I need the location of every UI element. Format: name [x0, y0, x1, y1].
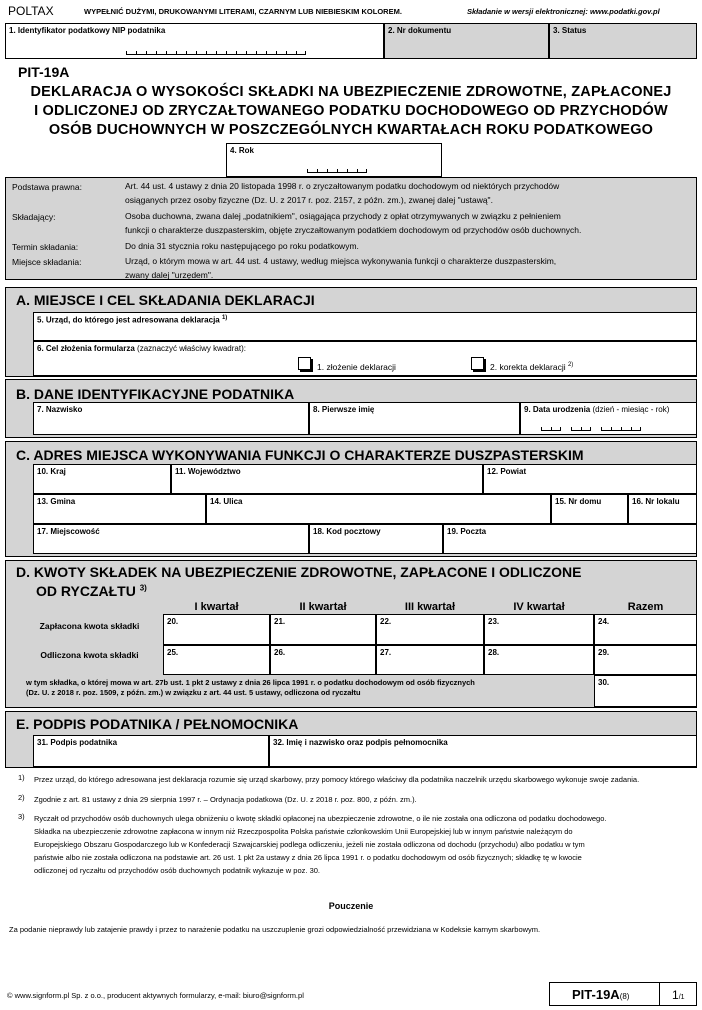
commune-field[interactable] [33, 494, 206, 524]
voivodeship-label: 11. Województwo [175, 467, 241, 476]
place-line2: zwany dalej "urzędem". [125, 270, 214, 280]
section-d-title-line2 [36, 583, 147, 599]
postal-code-field[interactable] [309, 524, 443, 554]
tax-office-footnote-ref: 1) [221, 315, 228, 321]
birth-date-field[interactable] [520, 402, 697, 435]
footnote-3-line3: Europejskiego Obszaru Gospodarczego lub w Konfederacji Szwajcarskiej podlega odliczeniu, jeżeli nie została odliczona od dochodu (przychodu) albo podatku w tym [34, 840, 585, 849]
footer-form-code [572, 987, 629, 1002]
surname-field[interactable] [33, 402, 309, 435]
section-e [5, 711, 697, 768]
county-field[interactable] [483, 464, 697, 494]
tax-office-label [37, 315, 227, 325]
section-a [5, 287, 697, 377]
deducted-row-label: Odliczona kwota składki [40, 650, 139, 660]
post-office-field[interactable] [443, 524, 697, 554]
first-name-field[interactable] [309, 402, 520, 435]
country-label: 10. Kraj [37, 467, 66, 476]
filer-text [125, 209, 687, 237]
document-number-label: 2. Nr dokumentu [388, 26, 452, 35]
legal-basis-line2: osiąganych przez osoby fizyczne (Dz. U. z 2017 r. poz. 2157, z późn. zm.), zwanej dalej "ustawą". [125, 195, 493, 205]
birth-date-hint: (dzień - miesiąc - rok) [592, 405, 670, 414]
field-23-label: 23. [488, 617, 500, 626]
form-code: PIT-19A [18, 64, 70, 80]
quarter3-header: III kwartał [404, 601, 456, 613]
section-c-title: C. ADRES MIEJSCA WYKONYWANIA FUNKCJI O CHARAKTERZE DUSZPASTERSKIM [16, 447, 584, 463]
field-30-label: 30. [598, 678, 610, 687]
section-d-footnote-ref: 3) [139, 583, 147, 593]
footnote-3-line5: odliczonej od ryczałtu od przychodów osób duchownych podatnik wykazuje w poz. 30. [34, 866, 320, 875]
form-title-line2: I ODLICZONEJ OD ZRYCZAŁTOWANEGO PODATKU DOCHODOWEGO OD PRZYCHODÓW [34, 103, 668, 119]
quarter2-header: II kwartał [299, 601, 347, 613]
commune-label: 13. Gmina [37, 497, 76, 506]
nip-ticks [126, 51, 306, 55]
footnote-3-number: 3) [18, 812, 25, 821]
field-22-label: 22. [380, 617, 392, 626]
street-label: 14. Ulica [210, 497, 243, 506]
section-d [5, 560, 697, 708]
surname-label: 7. Nazwisko [37, 405, 83, 414]
proxy-signature-label: 32. Imię i nazwisko oraz podpis pełnomocnika [273, 738, 448, 747]
deducted-total-field[interactable] [594, 645, 697, 675]
page-current: 1 [672, 988, 679, 1002]
status-label: 3. Status [553, 26, 587, 35]
paid-q1-field[interactable] [163, 614, 270, 645]
nip-label: 1. Identyfikator podatkowy NIP podatnika [9, 26, 166, 35]
section-b [5, 379, 697, 438]
correction-option-label [490, 362, 573, 372]
tax-office-label-text: 5. Urząd, do którego jest adresowana deklaracja [37, 315, 220, 325]
section-b-title: B. DANE IDENTYFIKACYJNE PODATNIKA [16, 386, 295, 402]
fill-instruction: WYPEŁNIĆ DUŻYMI, DRUKOWANYMI LITERAMI, CZARNYM LUB NIEBIESKIM KOLOREM. [84, 7, 402, 16]
form-title-line3: OSÓB DUCHOWNYCH W POSZCZEGÓLNYCH KWARTAŁACH ROKU PODATKOWEGO [48, 122, 654, 138]
deadline-text: Do dnia 31 stycznia roku następującego po roku podatkowym. [125, 241, 359, 251]
place-label: Miejsce składania: [12, 257, 82, 267]
declaration-checkbox[interactable] [298, 357, 311, 370]
paid-q3-field[interactable] [376, 614, 484, 645]
country-field[interactable] [33, 464, 171, 494]
locality-field[interactable] [33, 524, 309, 554]
footnote-3-line4: państwie albo nie została odliczona na podstawie art. 26 ust. 1 pkt 2a ustawy z dnia 26 lipca 1991 r. o podatku dochodowym od osób fizycznych; składkę tę w kwocie [34, 853, 582, 862]
year-field[interactable] [226, 143, 442, 177]
nip-field[interactable] [5, 23, 384, 59]
section-a-title: A. MIEJSCE I CEL SKŁADANIA DEKLARACJI [16, 292, 315, 308]
tax-office-field[interactable] [33, 312, 697, 341]
legal-basis-text [125, 179, 687, 207]
producer-note: © www.signform.pl Sp. z o.o., producent aktywnych formularzy, e-mail: biuro@signform.pl [7, 991, 304, 1000]
house-number-label: 15. Nr domu [555, 497, 602, 506]
house-number-field[interactable] [551, 494, 628, 524]
quarter4-header: IV kwartał [513, 601, 565, 613]
birth-date-year-ticks [601, 427, 641, 431]
footnote-2-number: 2) [18, 793, 25, 802]
pouczenie-text: Za podanie nieprawdy lub zatajenie prawdy i przez to narażenie podatku na uszczuplenie grozi odpowiedzialność przewidziana w Kodeksie karnym skarbowym. [9, 925, 541, 934]
footnote-3 [34, 812, 694, 877]
paid-q2-field[interactable] [270, 614, 376, 645]
page-total: /1 [678, 994, 685, 1001]
field-29-label: 29. [598, 648, 610, 657]
paid-row-label: Zapłacona kwota składki [39, 621, 140, 631]
pouczenie-title: Pouczenie [328, 901, 374, 911]
electronic-filing-note: Składanie w wersji elektronicznej: www.podatki.gov.pl [467, 7, 660, 16]
footer-form-code-box [549, 982, 697, 1006]
article27b-deduction-field[interactable] [594, 675, 697, 707]
filer-line2: funkcji o charakterze duszpasterskim, objęte zryczałtowanym podatkiem dochodowym od przychodów osób duchownych. [125, 225, 582, 235]
postal-code-label: 18. Kod pocztowy [313, 527, 381, 536]
deducted-q3-field[interactable] [376, 645, 484, 675]
status-field [549, 23, 697, 59]
place-text [125, 254, 687, 282]
total-header: Razem [627, 601, 664, 613]
deducted-q4-field[interactable] [484, 645, 594, 675]
page-number [672, 988, 685, 1002]
purpose-hint: (zaznaczyć właściwy kwadrat): [137, 344, 246, 353]
footnote-3-line2: Składka na ubezpieczenie zdrowotne zapłacona w innym niż Rzeczpospolita Polska państwie członkowskim Unii Europejskiej lub w innym państwie należącym do [34, 827, 573, 836]
taxpayer-signature-field[interactable] [33, 735, 269, 767]
locality-label: 17. Miejscowość [37, 527, 100, 536]
paid-total-field[interactable] [594, 614, 697, 645]
purpose-label [37, 344, 246, 353]
field-21-label: 21. [274, 617, 286, 626]
section-d-title-line1: D. KWOTY SKŁADEK NA UBEZPIECZENIE ZDROWOTNE, ZAPŁACONE I ODLICZONE [16, 564, 582, 580]
place-line1: Urząd, o którym mowa w art. 44 ust. 4 ustawy, według miejsca wykonywania funkcji o charakterze duszpasterskim, [125, 256, 557, 266]
correction-checkbox[interactable] [471, 357, 484, 370]
quarter1-header: I kwartał [194, 601, 239, 613]
section-c [5, 441, 697, 557]
taxpayer-signature-label: 31. Podpis podatnika [37, 738, 118, 747]
street-field[interactable] [206, 494, 551, 524]
year-ticks [307, 169, 367, 173]
field-30-description-line1: w tym składka, o której mowa w art. 27b ust. 1 pkt 2 ustawy z dnia 26 lipca 1991 r. o podatku dochodowym od osób fizycznych [26, 678, 475, 687]
apartment-number-label: 16. Nr lokalu [632, 497, 680, 506]
footer-divider [659, 983, 660, 1005]
post-office-label: 19. Poczta [447, 527, 487, 536]
filer-line1: Osoba duchowna, zwana dalej „podatnikiem", osiągająca przychody z opłat otrzymywanych w związku z pełnieniem [125, 211, 561, 221]
voivodeship-field[interactable] [171, 464, 483, 494]
document-number-field [384, 23, 549, 59]
poltax-label: POLTAX [8, 4, 54, 18]
birth-date-month-ticks [571, 427, 591, 431]
footnote-1-number: 1) [18, 773, 25, 782]
purpose-field [33, 341, 697, 376]
birth-date-label-text: 9. Data urodzenia [524, 405, 591, 414]
form-title-line1: DEKLARACJA O WYSOKOŚCI SKŁADKI NA UBEZPIECZENIE ZDROWOTNE, ZAPŁACONEJ [30, 84, 672, 100]
county-label: 12. Powiat [487, 467, 527, 476]
field-24-label: 24. [598, 617, 610, 626]
field-27-label: 27. [380, 648, 392, 657]
field-25-label: 25. [167, 648, 179, 657]
birth-date-day-ticks [541, 427, 561, 431]
apartment-number-field[interactable] [628, 494, 697, 524]
footer-form-code-text: PIT-19A [572, 987, 620, 1002]
footnote-1: Przez urząd, do którego adresowana jest deklaracja rozumie się urząd skarbowy, przy pomocy którego właściwy dla podatnika naczelnik urzędu skarbowego wykonuje swoje zadania. [34, 775, 640, 784]
paid-q4-field[interactable] [484, 614, 594, 645]
filer-label: Składający: [12, 212, 56, 222]
first-name-label: 8. Pierwsze imię [313, 405, 375, 414]
purpose-label-text: 6. Cel złożenia formularza [37, 344, 135, 353]
proxy-signature-field[interactable] [269, 735, 697, 767]
field-30-description-line2: (Dz. U. z 2018 r. poz. 1509, z późn. zm.) w związku z art. 44 ust. 5 ustawy, odliczona od ryczałtu [26, 688, 361, 697]
section-e-title: E. PODPIS PODATNIKA / PEŁNOMOCNIKA [16, 716, 299, 732]
correction-option-text: 2. korekta deklaracji [490, 362, 566, 372]
section-d-title-line2-text: OD RYCZAŁTU [36, 583, 136, 599]
deducted-q2-field[interactable] [270, 645, 376, 675]
legal-basis-line1: Art. 44 ust. 4 ustawy z dnia 20 listopada 1998 r. o zryczałtowanym podatku dochodowym od niektórych przychodów [125, 181, 560, 191]
deadline-label: Termin składania: [12, 242, 79, 252]
field-20-label: 20. [167, 617, 179, 626]
year-label: 4. Rok [230, 146, 255, 155]
field-28-label: 28. [488, 648, 500, 657]
birth-date-label [524, 405, 669, 414]
deducted-q1-field[interactable] [163, 645, 270, 675]
footnote-3-line1: Ryczałt od przychodów osób duchownych ulega obniżeniu o kwotę składki opłaconej na ubezpieczenie zdrowotne, o ile nie została ona odliczona od podatku dochodowego. [34, 814, 607, 823]
footer-form-variant: (8) [619, 992, 630, 1001]
footnote-2: Zgodnie z art. 81 ustawy z dnia 29 sierpnia 1997 r. – Ordynacja podatkowa (Dz. U. z 2018 r. poz. 800, z późn. zm.). [34, 795, 417, 804]
field-30-description [26, 678, 594, 698]
field-26-label: 26. [274, 648, 286, 657]
correction-footnote-ref: 2) [567, 362, 574, 369]
info-block [5, 177, 697, 280]
declaration-option-label: 1. złożenie deklaracji [317, 362, 396, 372]
legal-basis-label: Podstawa prawna: [12, 182, 82, 192]
